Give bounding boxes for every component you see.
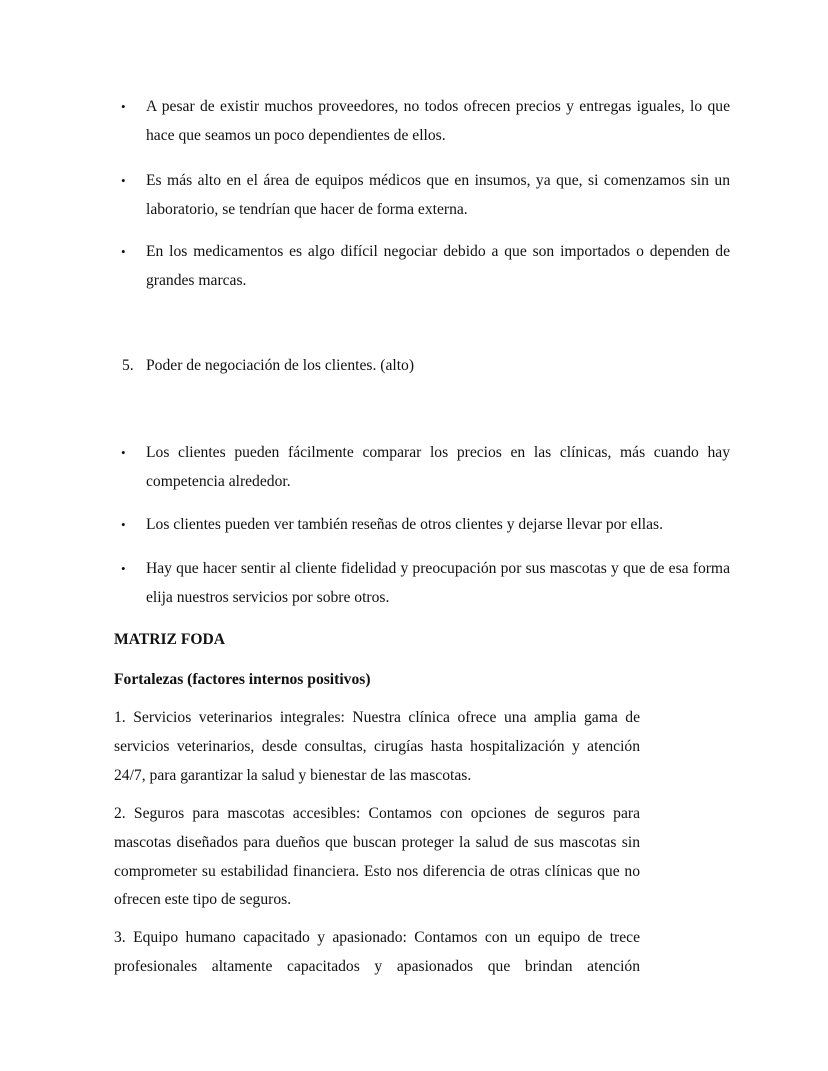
- bullet-icon: •: [121, 517, 126, 532]
- heading-matriz-foda: MATRIZ FODA: [114, 631, 226, 648]
- section-5-heading: [122, 352, 730, 381]
- bullet-icon: •: [121, 244, 126, 259]
- bullet-text: Es más alto en el área de equipos médicos que en insumos, ya que, si comenzamos sin un laboratorio, se tendrían que hacer de forma externa.: [146, 172, 730, 218]
- fortaleza-paragraph: 2. Seguros para mascotas accesibles: Contamos con opciones de seguros para mascotas diseñados para dueños que buscan proteger la salud de sus mascotas sin comprometer su estabilidad financiera. Esto nos diferencia de otras clínicas que no ofrecen este tipo de seguros.: [114, 805, 640, 909]
- bullet-icon: •: [121, 99, 126, 114]
- fortaleza-paragraph: 3. Equipo humano capacitado y apasionado: Contamos con un equipo de trece profesionales altamente capacitados y apasionados que brindan atención: [114, 929, 640, 975]
- bullet-text: A pesar de existir muchos proveedores, no todos ofrecen precios y entregas iguales, lo que hace que seamos un poco dependientes de ellos.: [146, 98, 730, 144]
- heading-fortalezas: Fortalezas (factores internos positivos): [114, 671, 371, 688]
- bullet-item: [121, 511, 730, 540]
- bullet-item: [121, 555, 730, 613]
- bullet-icon: •: [121, 445, 126, 460]
- section-text: Poder de negociación de los clientes. (alto): [146, 357, 415, 374]
- bullet-item: [121, 238, 730, 296]
- bullet-text: Los clientes pueden fácilmente comparar los precios en las clínicas, más cuando hay competencia alrededor.: [146, 444, 730, 490]
- bullet-text: En los medicamentos es algo difícil negociar debido a que son importados o dependen de grandes marcas.: [146, 243, 730, 289]
- bullet-item: [121, 439, 730, 497]
- bullet-text: Los clientes pueden ver también reseñas de otros clientes y dejarse llevar por ellas.: [146, 516, 663, 533]
- bullet-icon: •: [121, 561, 126, 576]
- bullet-text: Hay que hacer sentir al cliente fidelidad y preocupación por sus mascotas y que de esa forma elija nuestros servicios por sobre otros.: [146, 560, 730, 606]
- bullet-item: [121, 93, 730, 151]
- fortaleza-paragraph: 1. Servicios veterinarios integrales: Nuestra clínica ofrece una amplia gama de servicios veterinarios, desde consultas, cirugías hasta hospitalización y atención 24/7, para garantizar la salud y bienestar de las mascotas.: [114, 709, 640, 784]
- bullet-item: [121, 167, 730, 225]
- section-number: 5.: [122, 357, 134, 374]
- bullet-icon: •: [121, 173, 126, 188]
